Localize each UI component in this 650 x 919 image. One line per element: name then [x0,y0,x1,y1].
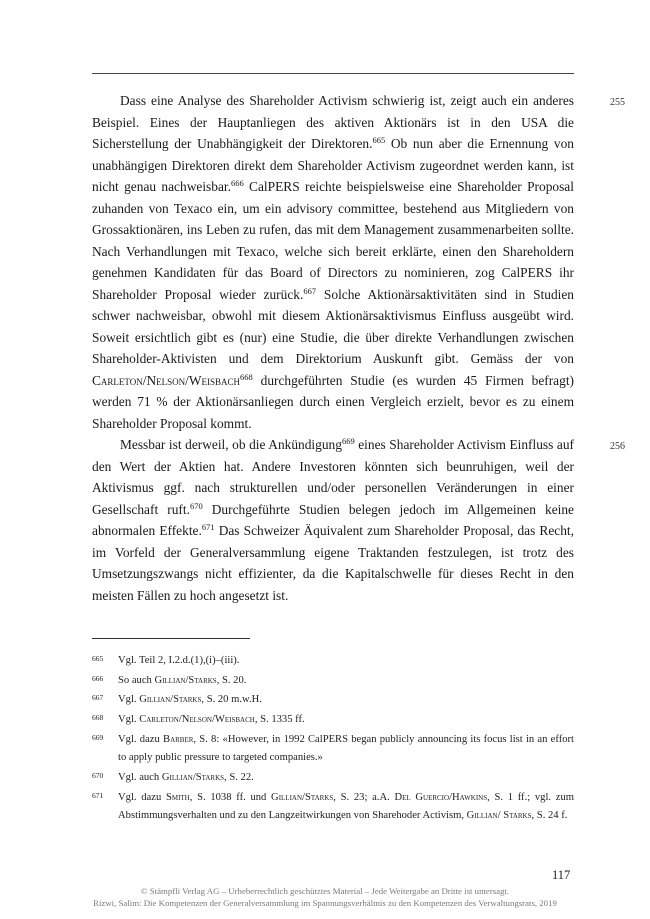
author-name: Gillian/Starks [154,674,217,686]
footnote-number: 668 [92,713,104,723]
footnote-667 [92,691,574,709]
margin-number: 256 [610,441,625,452]
footnote-number: 670 [92,770,104,780]
author-name: Del Guercio/Hawkins [394,791,488,803]
footnote-text: Vgl. Teil 2, I.2.d.(1),(i)–(iii). [118,655,240,666]
footnote-ref[interactable]: 668 [240,371,253,382]
footnote-ref[interactable]: 670 [189,500,203,511]
footnote-number: 671 [92,790,104,800]
footnote-number: 666 [92,673,104,683]
footnote-ref[interactable]: 666 [230,178,244,188]
footnote-ref[interactable]: 667 [303,285,317,296]
main-text [92,90,625,606]
author-name: Gillian/Starks [161,771,225,783]
author-name: Gillian/ Starks [466,810,532,822]
footnote-number: 665 [92,654,104,663]
footnote-ref[interactable]: 665 [372,135,386,145]
footnote-671 [92,789,574,826]
footnote-670 [92,769,574,787]
copyright-line: © Stämpfli Verlag AG – Urheberrechtlich geschütztes Material – Jede Weitergabe an Dritte ist untersagt. [140,886,510,896]
margin-number: 255 [610,97,625,108]
author-name: Carleton/Nelson/Weisbach [139,714,255,726]
footnote-text: Vgl. auch Gillian/Starks, S. 22. [118,771,254,783]
footnote-rule [92,638,250,639]
header-rule [92,73,574,74]
footnote-text: Vgl. Carleton/Nelson/Weisbach, S. 1335 ff. [118,714,305,726]
footnote-text: Vgl. dazu Barber, S. 8: «However, in 1992 CalPERS began publicly announcing its focus list in an effort to apply public pressure to targeted companies.» [118,733,574,764]
author-name: Barber [163,733,194,745]
footnote-text: Vgl. Gillian/Starks, S. 20 m.w.H. [118,694,262,706]
author-name: Carleton/Nelson/Weisbach [92,372,241,388]
footnote-668 [92,711,574,729]
footnote-ref[interactable]: 671 [201,522,215,532]
footnote-669 [92,731,574,768]
footnote-number: 669 [92,732,104,742]
footnotes [92,652,574,827]
author-name: Gillian/Starks [139,694,202,706]
footnote-number: 667 [92,693,104,703]
author-name: Gillian/Starks [271,791,334,803]
footnote-665 [92,652,574,670]
footnote-text: Vgl. dazu Smith, S. 1038 ff. und Gillian/Starks, S. 23; a.A. Del Guercio/Hawkins, S. 1 ff.; vgl. zum Abstimmungsverhalten und zu den Langzeitwirkungen von Sharehoder Activism, Gillian/ Starks, S. 24 f. [118,791,575,822]
copyright-footer [0,885,650,909]
footnote-ref[interactable]: 669 [341,436,355,446]
paragraph-255: 255 Dass eine Analyse des Shareholder Activism schwierig ist, zeigt auch ein anderes Beispiel. Eines der Hauptanliegen des aktiven Aktionärs ist in den USA die Sicherstellung der Unabhängigkeit der Direktoren.$^{665}$ Ob nun aber die Ernennung von unabhängigen Direktoren direkt dem Shareholder Activism zugeordnet werden kann, ist nicht genau nachweisbar.$^{666}$ CalPERS reichte beispielsweise eine Shareholder Proposal zuhanden von Texaco ein, um ein advisory committee, bestehend aus Mitgliedern von Grossaktionären, ins Leben zu rufen, das mit dem Management zusammenarbeiten sollte. Nach Verhandlungen mit Texaco, welche sich bereit erklärte, einen den Shareholdern genehmen Kandidaten für das Board of Directors zu nominieren, zog CalPERS ihr Shareholder Proposal wieder zurück.$^{667}$ Solche Aktionärsaktivitäten sind in Studien schwer nachweisbar, obwohl mit diesem Aktionärsaktivismus Einfluss ausgeübt wird. Soweit ersichtlich gibt es (nur) eine Studie, die über direkte Verhandlungen zwischen Shareholder-Aktivisten und dem Direktorium Auskunft gibt. Gemäss der von Carleton/Nelson/Weisbach$^{668}$ durchgeführten Studie (es wurden 45 Firmen befragt) werden 71 % der Aktionärsanliegen durch einen Vergleich erzielt, bevor es zu einem Shareholder Proposal kommt. [92,93,625,431]
author-name: Smith [165,791,190,803]
footnote-text: So auch Gillian/Starks, S. 20. [118,674,247,686]
citation-line: Rizwi, Salim: Die Kompetenzen der Generalversammlung im Spannungsverhältnis zu den Kompetenzen des Verwaltungsrats, 2019 [93,898,557,908]
page-number: 117 [552,868,571,882]
footnote-666 [92,672,574,690]
paragraph-256: 256 Messbar ist derweil, ob die Ankündigung$^{669}$ eines Shareholder Activism Einfluss auf den Wert der Aktien hat. Andere Investoren könnten sich beunruhigen, weil der Aktivismus ggf. nach strukturellen und/oder personellen Veränderungen in einer Gesellschaft ruft.$^{670}$ Durchgeführte Studien belegen jedoch im Allgemeinen keine abnormalen Effekte.$^{671}$ Das Schweizer Äquivalent zum Shareholder Proposal, das Recht, im Vorfeld der Generalversammlung eigene Traktanden festzulegen, ist trotz des Umsetzungszwangs nicht effizienter, da die Kapitalschwelle für dieses Recht in den meisten Fällen zu hoch angesetzt ist. [92,436,625,603]
